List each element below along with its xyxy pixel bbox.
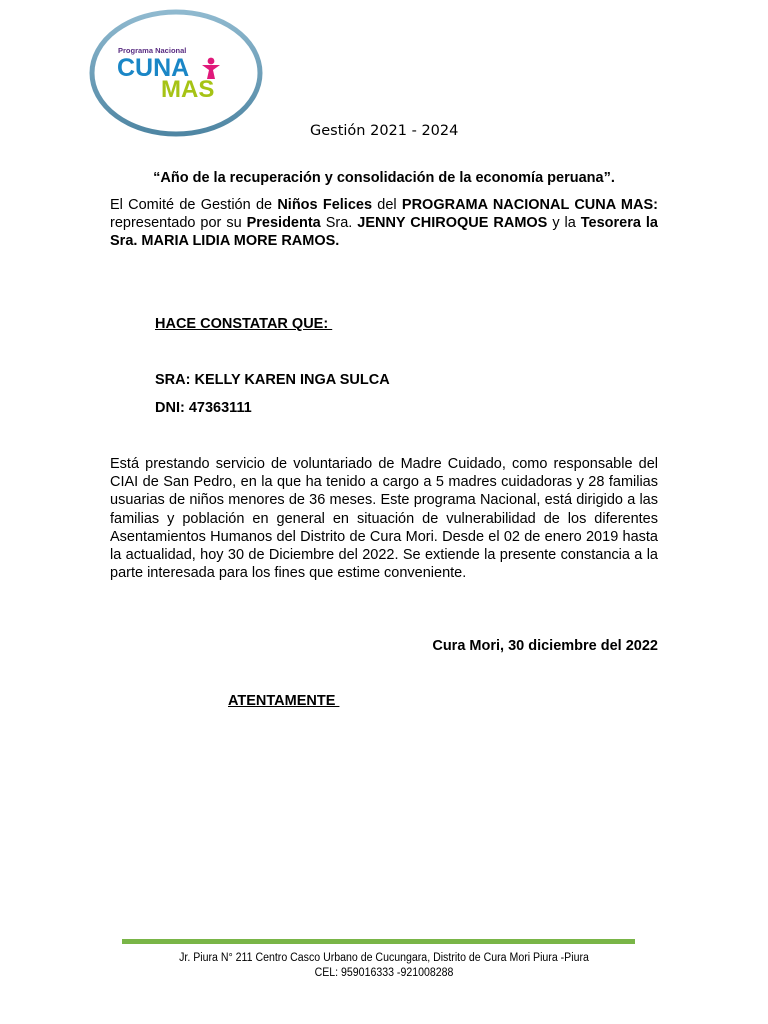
footer-phone: CEL: 959016333 -921008288	[314, 967, 454, 979]
logo-line3: MAS	[161, 76, 215, 103]
logo-line2: CUNA	[117, 54, 190, 82]
intro-text-1: El Comité de Gestión de	[110, 197, 278, 213]
footer-rule	[122, 939, 635, 944]
certify-heading: HACE CONSTATAR QUE:	[155, 316, 333, 332]
issue-date: Cura Mori, 30 diciembre del 2022	[432, 638, 658, 654]
closing-atentamente: ATENTAMENTE	[228, 693, 340, 709]
intro-text-5: y la	[547, 215, 581, 231]
president-title: Presidenta	[246, 215, 321, 231]
management-period: Gestión 2021 - 2024	[310, 123, 459, 139]
intro-paragraph	[110, 196, 658, 250]
committee-name: Niños Felices	[277, 197, 373, 213]
treasurer-name: Tesorera la Sra. MARIA LIDIA MORE RAMOS.	[110, 215, 658, 249]
footer	[31, 951, 738, 981]
logo-line1: Programa Nacional	[118, 46, 187, 55]
intro-text-2: del	[372, 197, 402, 213]
footer-address: Jr. Piura N° 211 Centro Casco Urbano de Cucungara, Distrito de Cura Mori Piura -Piura	[179, 952, 589, 964]
beneficiary-name: SRA: KELLY KAREN INGA SULCA	[155, 372, 390, 388]
year-motto: “Año de la recuperación y consolidación de la economía peruana”.	[153, 170, 615, 186]
intro-text-4: Sra.	[320, 215, 358, 231]
program-name: PROGRAMA NACIONAL CUNA MAS:	[401, 197, 658, 213]
cuna-mas-logo	[89, 9, 263, 137]
body-paragraph: Está prestando servicio de voluntariado de Madre Cuidado, como responsable del CIAI de San Pedro, en la que ha tenido a cargo a 5 madres cuidadoras y 28 familias usuarias de niños menores de 36 meses. Este programa Nacional, está dirigido a las familias y población en general en situación de vulnerabilidad de los diferentes Asentamientos Humanos del Distrito de Cura Mori. Desde el 02 de enero 2019 hasta la actualidad, hoy 30 de Diciembre del 2022. Se extiende la presente constancia a la parte interesada para los fines que estime conveniente.	[110, 456, 658, 582]
intro-text-3: representado por su	[110, 215, 247, 231]
president-name: JENNY CHIROQUE RAMOS	[357, 215, 548, 231]
beneficiary-dni: DNI: 47363111	[155, 400, 252, 416]
